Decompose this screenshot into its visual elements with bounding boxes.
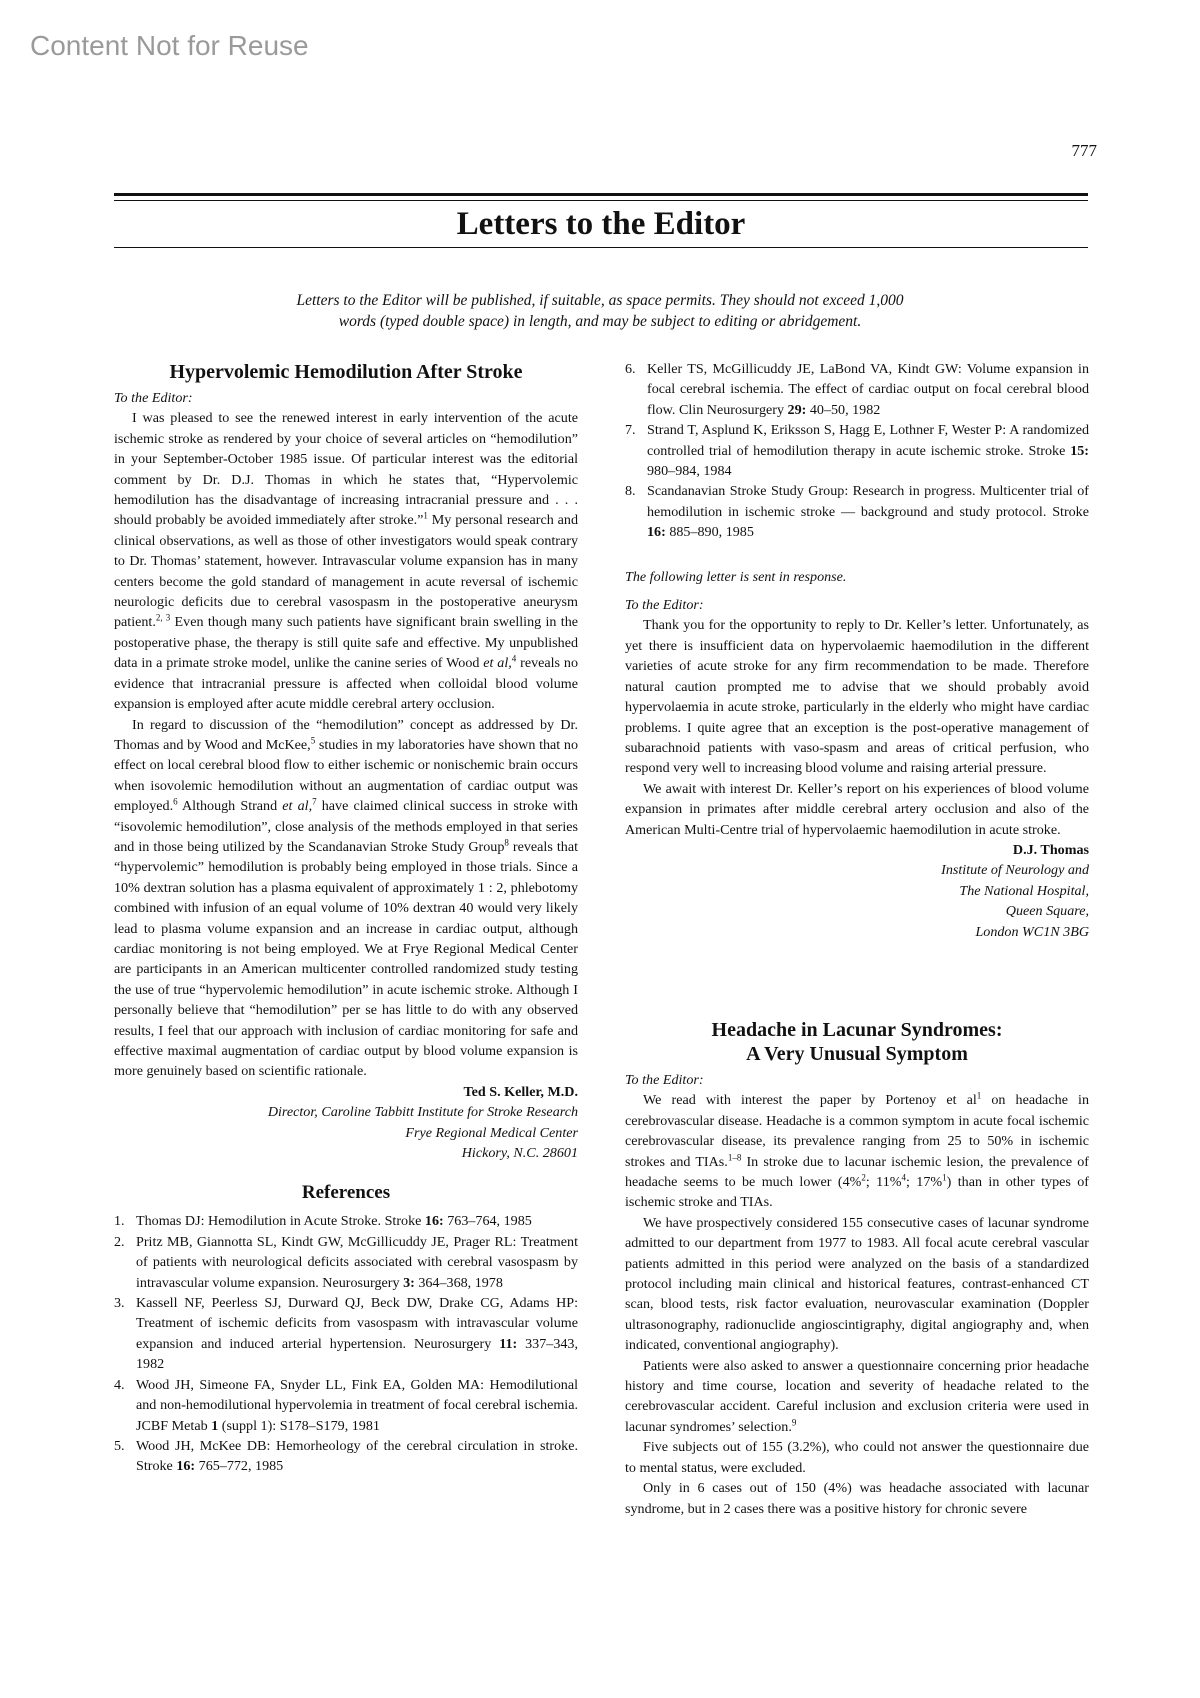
citation: 1	[942, 1172, 947, 1183]
reference-item: 5. Wood JH, McKee DB: Hemorheology of the cerebral circulation in stroke. Stroke 16: 765–772, 1985	[114, 1437, 578, 1475]
citation: 4	[901, 1172, 906, 1183]
response-author: D.J. Thomas	[1012, 841, 1089, 858]
right-column	[625, 359, 1089, 1519]
reference-list-continued	[625, 359, 1089, 543]
response-affiliation: Institute of Neurology and	[941, 862, 1089, 879]
reference-item: 6. Keller TS, McGillicuddy JE, LaBond VA, Kindt GW: Volume expansion in focal cerebral ischemia. The effect of cardiac output on focal cerebral blood flow. Clin Neurosurgery 29: 40–50, 1982	[625, 361, 1089, 418]
response-paragraph-2: We await with interest Dr. Keller’s report on his experiences of blood volume expansion in primates after middle cerebral artery occlusion and also of the American Multi-Centre trial of hypervolaemic haemodilution in acute stroke.	[625, 780, 1089, 838]
letter2-title	[625, 1018, 1089, 1066]
letter1-paragraph-2: In regard to discussion of the “hemodilution” concept as addressed by Dr. Thomas and by Wood and McKee,$^5$ studies in my laboratories have shown that no effect on local cerebral blood flow to either ischemic or nonischemic brain occurs when isovolemic hemodilution without an augmentation of cardiac output was employed.$^6$ Although Strand et al,$^7$ have claimed clinical success in stroke with “isovolemic hemodilution”, close analysis of the methods employed in that series and in those being utilized by the Scandanavian Stroke Study Group$^8$ reveals that “hypervolemic” hemodilution is probably being employed in those trials. Since a 10% dextran solution has a plasma equivalent of approximately 1 : 2, phlebotomy combined with infusion of an equal volume of 10% dextran 40 would very likely lead to plasma volume expansion and an increase in cardiac output, although cardiac monitoring is not being employed. We at Frye Regional Medical Center are participants in an American multicenter controlled randomized study testing the use of true “hypervolemic hemodilution” in acute ischemic stroke. Although I personally believe that “hemodilution” per se has little to do with any observed results, I feel that our approach with inclusion of cardiac monitoring for safe and effective maximal augmentation of cardiac output by blood volume expansion is more genuinely based on scientific rationale.	[114, 716, 579, 1080]
citation: 5	[310, 735, 316, 746]
letter2-salutation: To the Editor:	[625, 1071, 704, 1088]
spacer	[625, 942, 1089, 1018]
reference-item: 7. Strand T, Asplund K, Eriksson S, Hagg E, Lothner F, Wester P: A randomized controlled trial of hemodilution therapy in acute ischemic stroke. Stroke 15: 980–984, 1984	[625, 422, 1089, 480]
left-column	[114, 360, 578, 1477]
header-rule-thick	[114, 193, 1088, 196]
reference-list	[114, 1211, 578, 1476]
letter2-title-line: Headache in Lacunar Syndromes:	[711, 1018, 1003, 1041]
header-rule-thin	[114, 200, 1088, 201]
response-affiliation: The National Hospital,	[959, 882, 1089, 899]
citation: 8	[504, 837, 509, 848]
reference-item: 3. Kassell NF, Peerless SJ, Durward QJ, Beck DW, Drake CG, Adams HP: Treatment of ischemic deficits from vasospasm with intravascular volume expansion and induced arterial hypertension. Neurosurgery 11: 337–343, 1982	[114, 1295, 578, 1373]
response-affiliation: London WC1N 3BG	[975, 923, 1089, 940]
intro-note-line: words (typed double space) in length, and may be subject to editing or abridgement.	[338, 313, 862, 330]
section-title: Letters to the Editor	[456, 206, 746, 242]
letter1-affiliation: Hickory, N.C. 28601	[461, 1145, 578, 1162]
letter1-author: Ted S. Keller, M.D.	[463, 1083, 578, 1100]
reference-item: 1. Thomas DJ: Hemodilution in Acute Stroke. Stroke 16: 763–764, 1985	[114, 1213, 532, 1230]
reference-item: 4. Wood JH, Simeone FA, Snyder LL, Fink EA, Golden MA: Hemodilutional and non-hemodilutional hypervolemia in treatment of focal cerebral ischemia. JCBF Metab 1 (suppl 1): S178–S179, 1981	[114, 1376, 578, 1434]
page-number: 777	[1071, 141, 1097, 160]
citation: 1–8	[727, 1151, 742, 1162]
citation: 6	[173, 796, 178, 807]
letter2-paragraph-5: Only in 6 cases out of 150 (4%) was headache associated with lacunar syndrome, but in 2 cases there was a positive history for chronic severe	[625, 1480, 1089, 1517]
citation: 4	[511, 653, 517, 664]
citation: 1	[423, 510, 428, 521]
citation: 7	[312, 796, 317, 807]
header-rule-bottom	[114, 247, 1088, 248]
reference-item: 8. Scandanavian Stroke Study Group: Research in progress. Multicenter trial of hemodilution in ischemic stroke — background and study protocol. Stroke 16: 885–890, 1985	[625, 483, 1089, 541]
letter1-affiliation: Frye Regional Medical Center	[405, 1124, 578, 1141]
letter2-title-line: A Very Unusual Symptom	[746, 1042, 968, 1065]
letter2-paragraph-4: Five subjects out of 155 (3.2%), who could not answer the questionnaire due to mental status, were excluded.	[625, 1439, 1089, 1476]
citation: 9	[791, 1417, 797, 1428]
reference-item: 2. Pritz MB, Giannotta SL, Kindt GW, McGillicuddy JE, Prager RL: Treatment of patients with neurological deficits associated with cerebral vasospasm by intravascular volume expansion. Neurosurgery 3: 364–368, 1978	[114, 1233, 578, 1291]
watermark: Content Not for Reuse	[30, 30, 309, 61]
citation: 2	[861, 1172, 866, 1183]
letter1-paragraph-1: I was pleased to see the renewed interest in early intervention of the acute ischemic stroke as rendered by your choice of several articles on “hemodilution” in your September-October 1985 issue. Of particular interest was the editorial comment by Dr. D.J. Thomas in which he states that, “Hypervolemic hemodilution has the disadvantage of increasing intracranial pressure and . . . should probably be avoided immediately after stroke.”$^1$ My personal research and clinical observations, as well as those of other investigators would speak contrary to Dr. Thomas’ statement, however. Intravascular volume expansion has in many centers become the gold standard of management in acute reversal of ischemic neurologic deficits due to cerebral vasospasm in the postoperative aneurysm patient.$^{2, 3}$ Even though many such patients have significant brain swelling in the postoperative phase, the therapy is still quite safe and effective. My unpublished data in a primate stroke model, unlike the canine series of Wood et al,$^4$ reveals no evidence that intracranial pressure is affected when colloidal blood volume expansion is employed after acute middle cerebral artery occlusion.	[114, 410, 579, 713]
response-paragraph-1: Thank you for the opportunity to reply to Dr. Keller’s letter. Unfortunately, as yet there is insufficient data on hypervolaemic haemodilution in the different varieties of acute stroke for any firm recommendation to be made. Therefore natural caution prompted me to advise that we should probably avoid hypervolaemia in acute stroke, particularly in the elderly who might have cardiac problems. I quite agree that an exception is the post-operative management of subarachnoid patients with vaso-spasm and areas of critical perfusion, who respond very well to increasing blood volume and raising arterial pressure.	[625, 617, 1089, 777]
letter2-paragraph-3: Patients were also asked to answer a questionnaire concerning prior headache history and time course, location and severity of headache related to the cerebrovascular accident. Careful inclusion and exclusion criteria were used in lacunar syndromes’ selection.$^9$	[625, 1357, 1089, 1435]
citation: 2, 3	[155, 612, 171, 623]
letter1-affiliation: Director, Caroline Tabbitt Institute for Stroke Research	[267, 1104, 578, 1121]
intro-note	[200, 290, 1000, 332]
response-affiliation: Queen Square,	[1005, 903, 1089, 920]
references-heading: References	[301, 1182, 391, 1204]
intro-note-line: Letters to the Editor will be published, if suitable, as space permits. They should not exceed 1,000	[296, 292, 904, 309]
response-note: The following letter is sent in response.	[625, 568, 847, 585]
citation: 1	[976, 1090, 982, 1101]
letter2-paragraph-2: We have prospectively considered 155 consecutive cases of lacunar syndrome admitted to our department from 1977 to 1983. All focal acute cerebral vascular patients admitted in this period were analyzed on the basis of a standardized protocol including main clinical and historical features, contrast-enhanced CT scan, blood tests, risk factor evaluation, neurovascular examination (Doppler ultrasonography, radionuclide angioscintigraphy, digital angiography and, when indicated, conventional angiography).	[625, 1214, 1089, 1354]
response-salutation: To the Editor:	[625, 597, 704, 614]
letter2-paragraph-1: We read with interest the paper by Portenoy et $al^1$ on headache in cerebrovascular disease. Headache is a common symptom in acute focal ischemic cerebrovascular disease, its prevalence ranging from 25 to 50% in ischemic strokes and TIAs.$^{1-8}$ In stroke due to lacunar ischemic lesion, the prevalence of headache seems to be much lower (4%$^2$; 11%$^4$; 17%$^1$) than in other types of ischemic stroke and TIAs.	[625, 1090, 1090, 1211]
letter1-salutation: To the Editor:	[114, 390, 193, 406]
letter1-title: Hypervolemic Hemodilution After Stroke	[169, 361, 523, 383]
